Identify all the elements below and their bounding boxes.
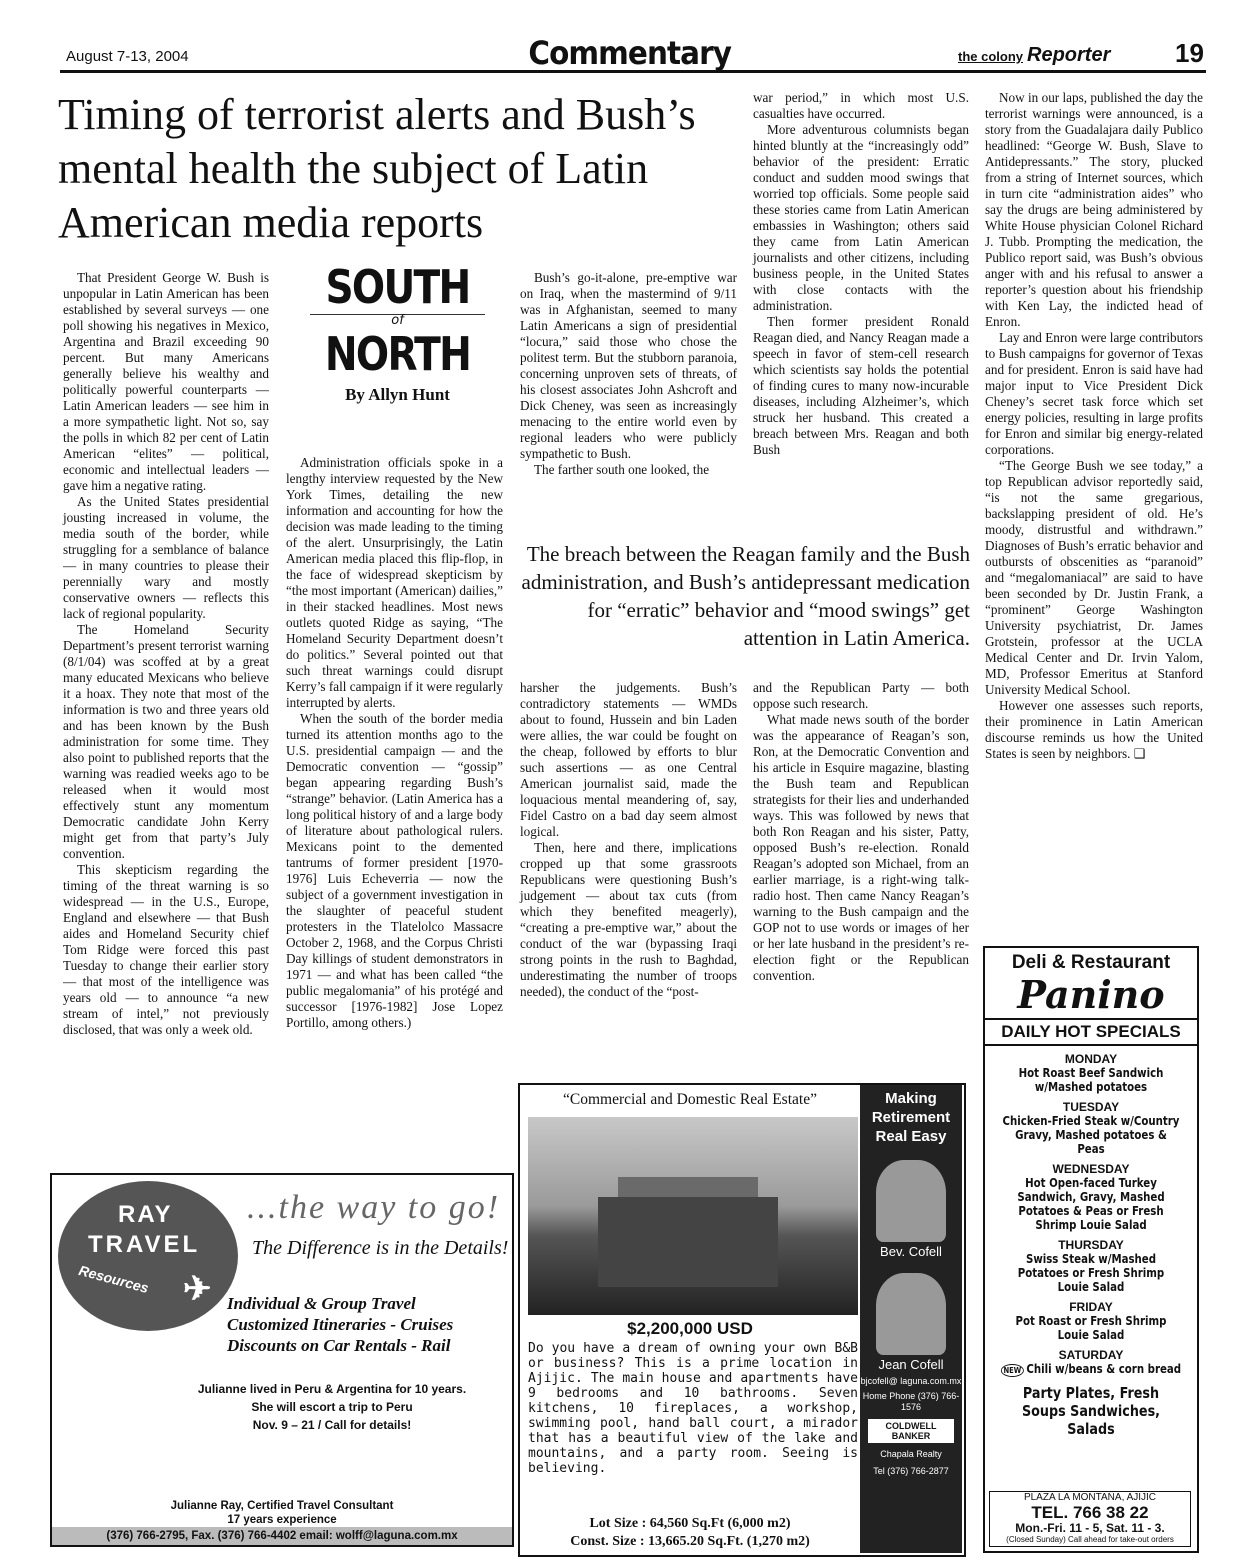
agent-experience: 17 years experience [227, 1514, 337, 1526]
logo-south: SOUTH [325, 260, 470, 314]
special-dish-text: Chili w/beans & corn bread [1026, 1362, 1182, 1376]
deli-note: (Closed Sunday) Call ahead for take-out orders [1006, 1535, 1174, 1544]
paragraph: That President George W. Bush is unpopular in Latin American has been established by several surveys — one poll showing his negatives in Mexico, Argentina and Brazil exceeding 90 percent. But many Americans generally believe his wealthy and politically powerful counterparts — Latin American leaders — see him in a more sympathetic light. Not so, say the polls in which 82 per cent of Latin American “elites” — political, economic and intellectual leaders — gave him a negative rating. [63, 270, 269, 493]
deli-phone: TEL. 766 38 22 [1031, 1503, 1149, 1522]
paragraph: However one assesses such reports, their prominence in Latin American discourse reminds us how the United States is seen by neighbors. ❑ [985, 698, 1203, 761]
special-day: SATURDAY [1058, 1348, 1124, 1362]
property-price: $2,200,000 USD [627, 1319, 753, 1338]
house-shape [598, 1197, 778, 1287]
special-saturday [985, 1348, 1197, 1378]
paper-title: Reporter [1027, 44, 1111, 66]
real-estate-ad [518, 1083, 966, 1557]
lot-size: Lot Size : 64,560 Sq.Ft (6,000 m2) [589, 1516, 791, 1531]
article-column-1 [63, 270, 269, 1038]
paragraph: What made news south of the border was the appearance of Reagan’s son, Ron, at the Democratic Convention and his article in Esquire magazine, blasting the Bush team and Republican strategists for their lies and underhanded ways. This was followed by news that both Ron Reagan and his sister, Patty, opposed Bush’s re-election. Ronald Reagan’s adopted son Michael, from an earlier marriage, is a right-wing talk-radio host. Then came Nancy Reagan’s warning to the Bush campaign and the GOP not to use words or images of her or her late husband in the president’s re-election fight or the Republican convention. [753, 712, 969, 983]
service-item: Discounts on Car Rentals - Rail [227, 1336, 451, 1355]
special-dish [1001, 1362, 1181, 1378]
pull-quote: The breach between the Reagan family and the Bush administration, and Bush’s antidepressant medication for “erratic” behavior and “mood swings” get attention in Latin America. [521, 542, 970, 650]
promo-line: Nov. 9 – 21 / Call for details! [252, 1418, 412, 1432]
logo-travel: TRAVEL [88, 1231, 201, 1258]
service-item: Customized Itineraries - Cruises [227, 1315, 454, 1334]
paragraph: Then former president Ronald Reagan died, and Nancy Reagan made a speech in favor of stem-cell research which scientists say holds the potential of finding cures to many now-incurable diseases, including Alzheimer’s, which struck her husband. This created a breach between Mrs. Reagan and both Bush [753, 314, 969, 457]
special-dish: Chicken-Fried Steak w/Country Gravy, Mashed potatoes & Peas [1002, 1114, 1180, 1156]
special-monday [985, 1052, 1197, 1094]
deli-ad [983, 946, 1199, 1553]
real-estate-heading: “Commercial and Domestic Real Estate” [563, 1091, 817, 1108]
special-friday [985, 1300, 1197, 1342]
paragraph: Bush’s go-it-alone, pre-emptive war on Iraq, when the mastermind of 9/11 was in Afghanistan, seemed to many Latin Americans a sign of presidential “locura,” said those who chose the politest term. But the stubborn paranoia, concerning unproven sets of threats, of his closest associates John Ashcroft and Dick Cheney, was seen as increasingly menacing to the entire world even by regional leaders who were publicly sympathetic to Bush. [520, 270, 737, 461]
header-rule [60, 70, 1206, 73]
article-column-4-top [753, 90, 969, 458]
ray-travel-ad [50, 1173, 514, 1547]
paragraph: war period,” in which most U.S. casualties have occurred. [753, 90, 969, 121]
deli-menu-extras: Party Plates, Fresh Soups Sandwiches, Salads [1021, 1384, 1161, 1438]
paragraph: harsher the judgements. Bush’s contradictory statements — WMDs about to found, Hussein and bin Laden were allies, the war could be fought on the cheap, followed by efforts to blur such assertions — as one Central American journalist said, made the loquacious mental meandering of, say, Fidel Castro on a bad day seem almost logical. [520, 680, 737, 839]
ray-services [227, 1293, 453, 1356]
paragraph: Then, here and there, implications cropped up that some grassroots Republicans were questioning Bush’s judgement — about tax cuts (from which they benefited meagerly), “creating a pre-emptive war,” about the conduct of the war (bypassing Iraqi strong points in the rush to Baghdad, underestimating the number of troops needed), the conduct of the “post- [520, 840, 737, 999]
special-day: TUESDAY [1062, 1100, 1120, 1114]
special-day: FRIDAY [1069, 1300, 1113, 1314]
paper-name [958, 44, 1110, 67]
construction-size: Const. Size : 13,665.20 Sq.Ft. (1,270 m2) [570, 1534, 810, 1549]
service-item: Individual & Group Travel [227, 1294, 416, 1313]
deli-name: Panino [1017, 972, 1165, 1017]
special-dish: Swiss Steak w/Mashed Potatoes or Fresh Shrimp Louie Salad [1017, 1252, 1165, 1294]
agent-name: Bev. Cofell [880, 1244, 942, 1259]
ray-subtitle: The Difference is in the Details! [252, 1237, 509, 1259]
property-sizes [520, 1515, 860, 1551]
article-column-2 [286, 455, 503, 1031]
article-column-4-bottom [753, 680, 969, 984]
special-day: MONDAY [1064, 1052, 1118, 1066]
section-title: Commentary [528, 34, 731, 72]
special-day: WEDNESDAY [1052, 1162, 1130, 1176]
special-wednesday [985, 1162, 1197, 1232]
paragraph: As the United States presidential jousting increased in volume, the media south of the border, while struggling for a semblance of balance — in many countries to please their perennially wary and mostly conservative owners — reflects this lack of regional popularity. [63, 494, 269, 621]
property-photo [528, 1117, 858, 1315]
agent-name: Julianne Ray, Certified Travel Consultant [170, 1500, 394, 1512]
side-title: Making Retirement Real Easy [871, 1090, 951, 1145]
brand-logo: COLDWELL BANKER [868, 1419, 954, 1443]
special-dish: Pot Roast or Fresh Shrimp Louie Salad [1015, 1314, 1167, 1342]
paragraph: Administration officials spoke in a lengthy interview requested by the New York Times, detailing the new information and accounting for how the decision was made leading to the timing of the alert. Unsurprisingly, the Latin American media placed this flip-flop, in the face of widespread skepticism by “the most important (American) dailies,” in their stacked headlines. Most news outlets quoted Ridge as saying, “The Homeland Security Department doesn’t do politics.” Several pointed out that such threat warnings could disrupt Kerry’s fall campaign if it were regularly interrupted by alerts. [286, 455, 503, 710]
paragraph: When the south of the border media turned its attention months ago to the U.S. presidential campaign — and the Democratic convention — “gossip” began appearing regarding Bush’s “strange” behavior. (Latin America has a long political history of and a large body of literature about pathological rulers. Mexicans point to the demented tantrums of former president [1970-1976] Luis Echeverria — now the subject of a government investigation in the slaughter of peaceful student protesters in the Tlatelolco Massacre October 2, 1968, and the Corpus Christi Day killings of student demonstrators in 1971 — and what has been called “the public megalomania” of his protégé and successor [1976-1982] Jose Lopez Portillo, among others.) [286, 711, 503, 1030]
special-dish: Hot Open-faced Turkey Sandwich, Gravy, Mashed Potatoes & Peas or Fresh Shrimp Louie Salad [1017, 1176, 1165, 1232]
ray-promo [182, 1380, 482, 1434]
column-logo [290, 262, 505, 405]
paragraph: Now in our laps, published the day the terrorist warnings were announced, is a story from the Guadalajara daily Publico headlined: “George W. Bush, Slave to Antidepressants.” The story, plucked from a string of Internet sources, which in turn cite “administration aides” who say the drugs are being administered by White House physician Colonel Richard J. Tubb. Prompting the medication, the Publico report said, was Bush’s obvious anger with and his refusal to answer a reporter’s question about his friendship with Ken Lay, the indicted head of Enron. [985, 90, 1203, 329]
airplane-icon: ✈ [183, 1270, 212, 1308]
special-day: THURSDAY [1058, 1238, 1124, 1252]
new-badge: NEW [1001, 1364, 1024, 1377]
ray-tagline: ...the way to go! [247, 1189, 501, 1226]
logo-of: of [310, 314, 485, 327]
paragraph: “The George Bush we see today,” a top Republican advisor reportedly said, “is not the same gregarious, backslapping president of old. He’s moody, distrustful and withdrawn.” Diagnoses of Bush’s erratic behavior and outbursts of obscenities as “paranoid” and “megalomaniacal” are said to have been seconded by Dr. Justin Frank, a “prominent” George Washington University psychiatrist, Dr. James Grotstein, professor at the UCLA Medical Center and Dr. Irvin Yalom, MD, Professor Emeritus at Stanford University Medical School. [985, 458, 1203, 697]
article-column-5 [985, 90, 1203, 762]
special-thursday [985, 1238, 1197, 1294]
agent-email: bjcofell@ laguna.com.mx [860, 1376, 962, 1386]
paragraph: Lay and Enron were large contributors to Bush campaigns for governor of Texas and for president. Enron is said have had major input to Vice President Dick Cheney’s secret task force which set energy policies, resulting in large profits for Enron and similar big energy-related corporations. [985, 330, 1203, 457]
special-dish: Hot Roast Beef Sandwich w/Mashed potatoes [1018, 1066, 1164, 1094]
article-headline: Timing of terrorist alerts and Bush’s mental health the subject of Latin American media reports [58, 90, 696, 247]
page-number: 19 [1175, 38, 1204, 68]
deli-contact [989, 1491, 1191, 1547]
home-phone: Home Phone (376) 766-1576 [862, 1391, 960, 1412]
paragraph: The Homeland Security Department’s present terrorist warning (8/1/04) was scoffed at by a great many educated Mexicans who believe it a hoax. They note that most of the information is two and three years old and has been known by the Bush administration for some time. They also point to published reports that the warning was readied weeks ago to be released when it would most effectively stunt any momentum Democratic candidate John Kerry might get from that party’s July convention. [63, 622, 269, 861]
promo-line: Julianne lived in Peru & Argentina for 10 years. [197, 1382, 467, 1396]
paragraph: More adventurous columnists began hinted bluntly at the “increasingly odd” behavior of the president: Erratic conduct and sudden mood swings that worried top officials. Some people said these stories came from Latin American embassies in Washington; others said they came from Latin American journalists and other citizens, including business people, in the United States with close contacts with the administration. [753, 122, 969, 313]
paragraph: and the Republican Party — both oppose such research. [753, 680, 969, 711]
deli-hours: Mon.-Fri. 11 - 5, Sat. 11 - 3. [1015, 1521, 1165, 1535]
contact-info: (376) 766-2795, Fax. (376) 766-4402 email: wolff@laguna.com.mx [52, 1527, 512, 1545]
agent-photo [876, 1160, 946, 1242]
office-name: Chapala Realty [880, 1449, 942, 1459]
logo-resources: Resources [77, 1262, 151, 1296]
ray-contact-block [52, 1499, 512, 1545]
deli-title: Deli & Restaurant [1011, 952, 1171, 973]
agent-name: Jean Cofell [878, 1357, 944, 1372]
article-column-3-bottom [520, 680, 737, 1000]
logo-north: NORTH [324, 327, 471, 381]
special-tuesday [985, 1100, 1197, 1156]
byline: By Allyn Hunt [345, 385, 450, 404]
promo-line: She will escort a trip to Peru [251, 1400, 413, 1414]
paper-prefix: the colony [958, 49, 1024, 64]
deli-address: PLAZA LA MONTAÑA, AJIJIC [1023, 1492, 1157, 1503]
agent-photo [876, 1273, 946, 1355]
issue-date: August 7-13, 2004 [66, 48, 189, 65]
paragraph: The farther south one looked, the [534, 462, 710, 477]
logo-ray: RAY [118, 1201, 173, 1228]
office-phone: Tel (376) 766-2877 [873, 1466, 949, 1476]
paragraph: This skepticism regarding the timing of the threat warning is so widespread — in the U.S., Europe, England and elsewhere — that Bush aides and Homeland Security chief Tom Ridge were forced this past Tuesday to change their earlier story — that most of the intelligence was years old — to announce “a new stream of intel,” not previously disclosed, that was only a week old. [63, 862, 269, 1037]
agent-sidebar [860, 1085, 962, 1553]
property-description: Do you have a dream of owning your own B&B or business? This is a prime location in Ajijic. The main house and apartments have 9 bedrooms and 10 bathrooms. Seven kitchens, 10 fireplaces, a workshop, swimming pool, hand ball court, a mirador that has a beautiful view of the lake and mountains, and a party room. Seeing is believing. [528, 1341, 858, 1476]
specials-title: DAILY HOT SPECIALS [985, 1018, 1197, 1046]
article-column-3-top [520, 270, 737, 478]
ray-travel-logo [58, 1181, 238, 1331]
